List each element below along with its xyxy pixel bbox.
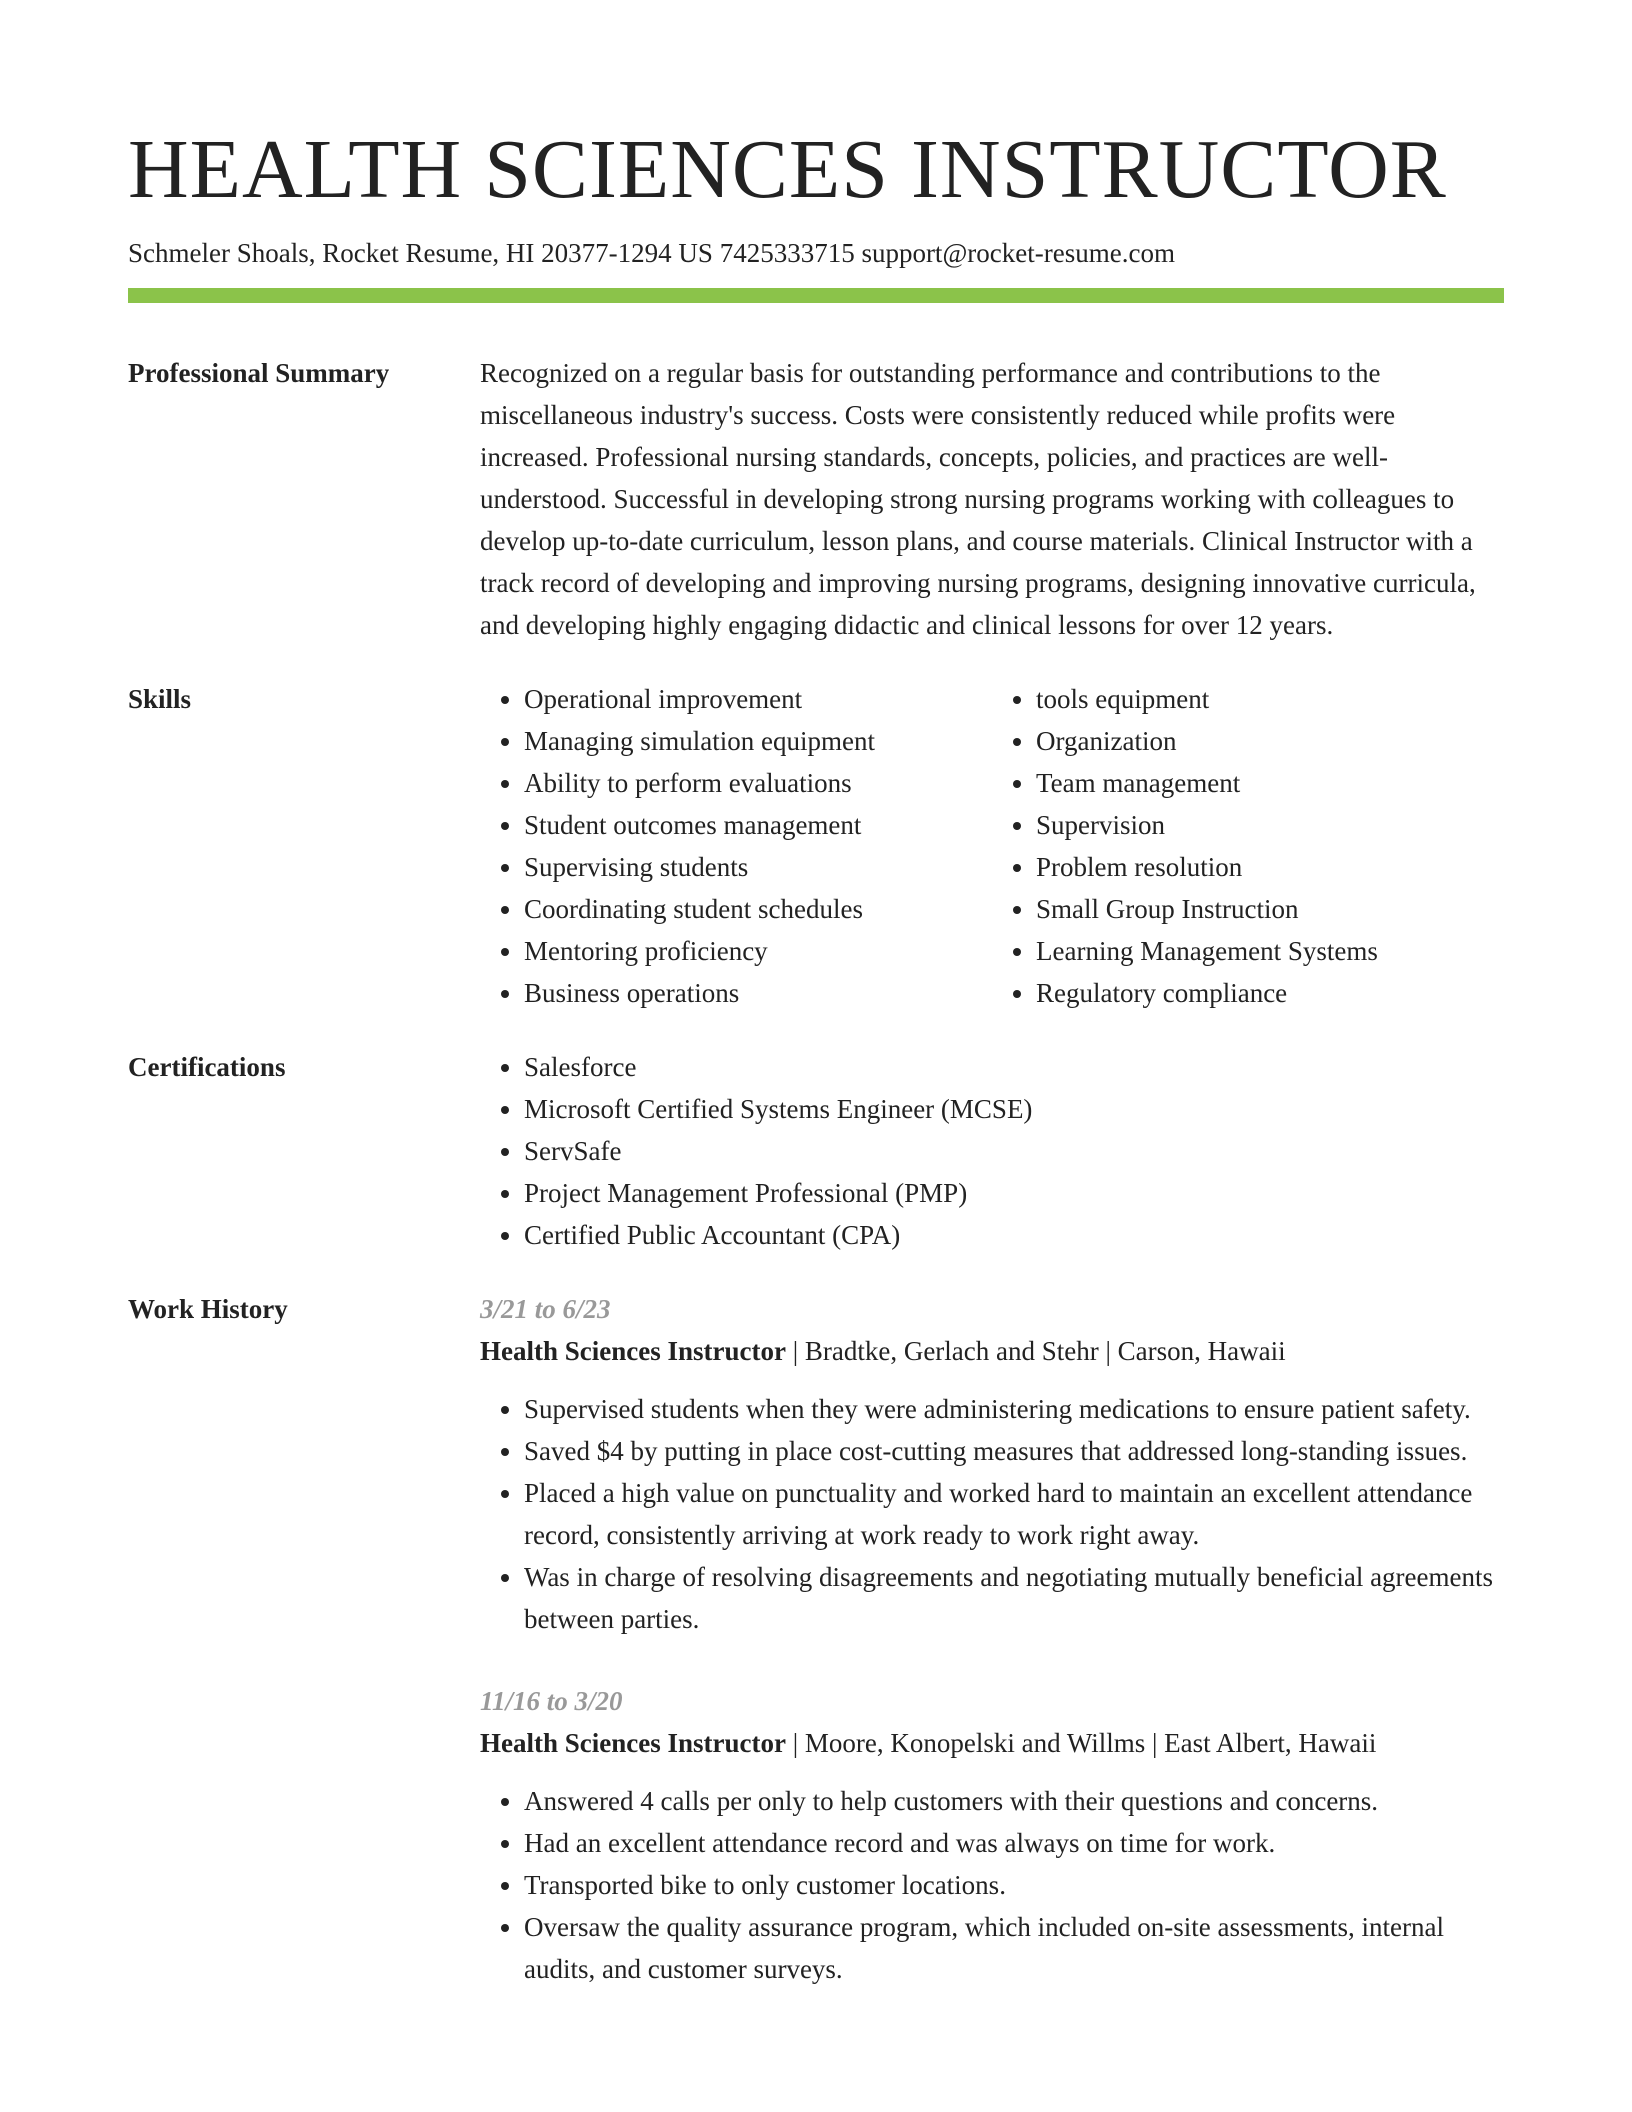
skill-item: • Learning Management Systems bbox=[1036, 930, 1504, 972]
skill-item: • Operational improvement bbox=[524, 678, 992, 720]
skill-item: • Organization bbox=[1036, 720, 1504, 762]
skill-item: • Team management bbox=[1036, 762, 1504, 804]
skill-item: • Small Group Instruction bbox=[1036, 888, 1504, 930]
skill-item: • Mentoring proficiency bbox=[524, 930, 992, 972]
job-bullet: • Had an excellent attendance record and was always on time for work. bbox=[524, 1822, 1504, 1864]
summary-body bbox=[480, 352, 1504, 646]
contact-address: Schmeler Shoals, Rocket Resume, HI 20377-1294 US bbox=[128, 238, 713, 268]
work-history-body bbox=[480, 1288, 1504, 1990]
summary-text: Recognized on a regular basis for outstanding performance and contributions to the miscellaneous industry's success. Costs were consistently reduced while profits were increased. Professional nursing standards, concepts, policies, and practices are well-understood. Successful in developing strong nursing programs working with colleagues to develop up-to-date curriculum, lesson plans, and course materials. Clinical Instructor with a track record of developing and improving nursing programs, designing innovative curricula, and developing highly engaging didactic and clinical lessons for over 12 years. bbox=[480, 358, 1476, 640]
certification-item: • Salesforce bbox=[524, 1046, 1504, 1088]
job-bullet: • Oversaw the quality assurance program, which included on-site assessments, internal audits, and customer surveys. bbox=[524, 1906, 1504, 1990]
certifications-section bbox=[128, 1046, 1504, 1256]
certification-item: • Microsoft Certified Systems Engineer (MCSE) bbox=[524, 1088, 1504, 1130]
job-entry bbox=[480, 1680, 1504, 1990]
skill-item: • Managing simulation equipment bbox=[524, 720, 992, 762]
job-bullet: • Saved $4 by putting in place cost-cutting measures that addressed long-standing issues. bbox=[524, 1430, 1504, 1472]
skill-item: • Regulatory compliance bbox=[1036, 972, 1504, 1014]
skills-body bbox=[480, 678, 1504, 1014]
job-title: Health Sciences Instructor bbox=[480, 1728, 786, 1758]
job-heading bbox=[480, 1722, 1504, 1764]
skill-item: • Coordinating student schedules bbox=[524, 888, 992, 930]
job-bullet: • Placed a high value on punctuality and worked hard to maintain an excellent attendance record, consistently arriving at work ready to work right away. bbox=[524, 1472, 1504, 1556]
job-heading bbox=[480, 1330, 1504, 1372]
skill-item: • Supervising students bbox=[524, 846, 992, 888]
skills-list-right bbox=[992, 678, 1504, 1014]
job-dates: 3/21 to 6/23 bbox=[480, 1294, 611, 1324]
certification-item: • Certified Public Accountant (CPA) bbox=[524, 1214, 1504, 1256]
skills-list-left bbox=[480, 678, 992, 1014]
certifications-title: Certifications bbox=[128, 1052, 286, 1082]
job-bullet-list bbox=[480, 1780, 1504, 1990]
job-bullet: • Was in charge of resolving disagreements and negotiating mutually beneficial agreements between parties. bbox=[524, 1556, 1504, 1640]
skill-item: • Supervision bbox=[1036, 804, 1504, 846]
contact-phone: 7425333715 bbox=[719, 238, 855, 268]
contact-email: support@rocket-resume.com bbox=[861, 238, 1175, 268]
accent-divider bbox=[128, 288, 1504, 303]
resume-name-heading: HEALTH SCIENCES INSTRUCTOR bbox=[128, 123, 1447, 216]
contact-line bbox=[128, 236, 1504, 270]
skill-item: • Problem resolution bbox=[1036, 846, 1504, 888]
summary-section bbox=[128, 352, 1504, 646]
job-dates: 11/16 to 3/20 bbox=[480, 1686, 623, 1716]
certifications-body bbox=[480, 1046, 1504, 1256]
certification-item: • Project Management Professional (PMP) bbox=[524, 1172, 1504, 1214]
certification-item: • ServSafe bbox=[524, 1130, 1504, 1172]
job-title: Health Sciences Instructor bbox=[480, 1336, 786, 1366]
job-bullet: • Supervised students when they were administering medications to ensure patient safety. bbox=[524, 1388, 1504, 1430]
skill-item: • Student outcomes management bbox=[524, 804, 992, 846]
skills-title: Skills bbox=[128, 684, 192, 714]
skills-section bbox=[128, 678, 1504, 1014]
skill-item: • Business operations bbox=[524, 972, 992, 1014]
job-entry bbox=[480, 1288, 1504, 1640]
job-bullet-list bbox=[480, 1388, 1504, 1640]
work-history-title: Work History bbox=[128, 1294, 288, 1324]
job-bullet: • Transported bike to only customer locations. bbox=[524, 1864, 1504, 1906]
work-history-section bbox=[128, 1288, 1504, 1990]
job-employer-location: | Moore, Konopelski and Willms | East Albert, Hawaii bbox=[785, 1728, 1377, 1758]
job-employer-location: | Bradtke, Gerlach and Stehr | Carson, Hawaii bbox=[785, 1336, 1286, 1366]
summary-title: Professional Summary bbox=[128, 358, 390, 388]
skill-item: • Ability to perform evaluations bbox=[524, 762, 992, 804]
resume-page bbox=[128, 0, 1504, 1990]
certifications-list bbox=[480, 1046, 1504, 1256]
job-bullet: • Answered 4 calls per only to help customers with their questions and concerns. bbox=[524, 1780, 1504, 1822]
skill-item: • tools equipment bbox=[1036, 678, 1504, 720]
